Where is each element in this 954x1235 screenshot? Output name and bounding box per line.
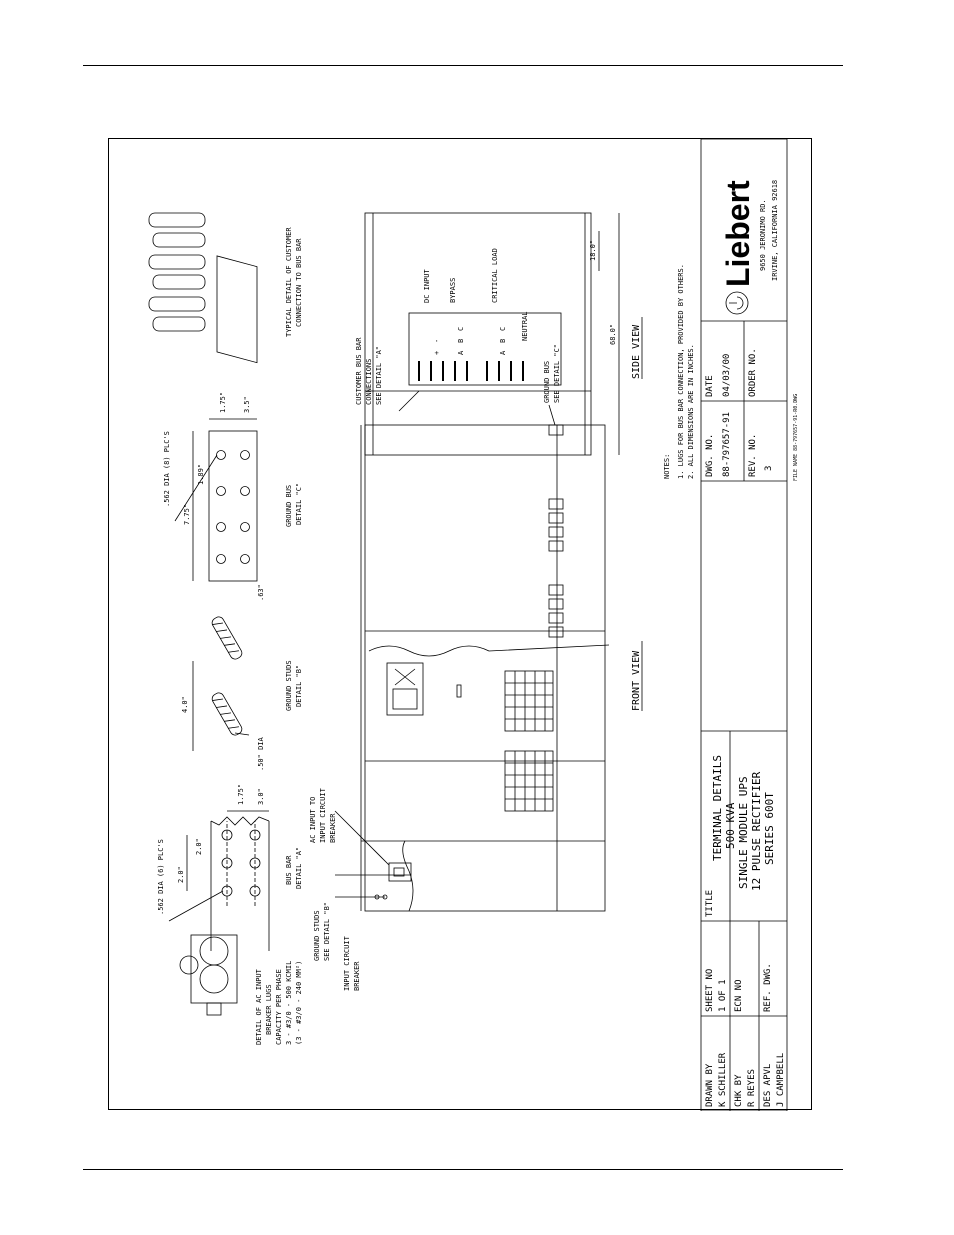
ground-bus-title: GROUND BUS [285, 484, 293, 527]
ground-bus-dim-2: 3.5" [243, 396, 251, 413]
side-ground-bus-2: SEE DETAIL "C" [553, 343, 561, 403]
title-block [701, 139, 799, 1111]
ref-dwg-label: REF. DWG. [763, 963, 773, 1012]
stud-length-label: 4.0" [181, 696, 189, 713]
neutral-label: NEUTRAL [521, 311, 529, 341]
ac-lug-tab [207, 1003, 221, 1015]
side-ground-bus-1: GROUND BUS [543, 360, 551, 403]
bus-bar-dim-2: 2.0" [195, 838, 203, 855]
bus-bar-holes-label: .562 DIA (6) PLC'S [157, 839, 165, 915]
footer-rule [83, 1169, 843, 1170]
ecn-no-label: ECN NO [734, 979, 744, 1012]
cable-lug [149, 213, 205, 227]
bus-bar-break [211, 817, 269, 825]
ground-stud-2 [210, 615, 243, 661]
ups-cabinet-side [365, 213, 591, 455]
dwg-no: 88-797657-91 [722, 411, 732, 477]
dc-input-label: DC INPUT [423, 269, 431, 303]
title-line-5: SERIES 600T [763, 792, 776, 865]
ac-lug-title: DETAIL OF AC INPUT [255, 969, 263, 1045]
side-customer-1: CUSTOMER BUS BAR [355, 337, 363, 405]
ground-bus-dim-5: .63" [257, 584, 265, 601]
control-mimic [395, 669, 415, 685]
front-ground-studs-1: GROUND STUDS [313, 910, 321, 961]
ground-bus-hole [241, 451, 250, 460]
drawing-sheet [109, 139, 813, 1111]
company-logo: Liebert [720, 180, 756, 287]
stud-dia-label: .50" DIA [257, 737, 265, 771]
cable-lug [153, 233, 205, 247]
ground-bus-hole [217, 555, 226, 564]
terminal-block [549, 599, 563, 609]
studs-detail-ref: DETAIL "B" [295, 664, 303, 707]
side-view [355, 213, 642, 455]
title-label: TITLE [705, 889, 715, 917]
terminal-bypass-c: C [457, 326, 465, 331]
terminal-load-b: B [499, 338, 507, 343]
side-leader [399, 391, 419, 411]
vent-panel [505, 751, 553, 811]
dwg-no-label: DWG. NO. [705, 433, 715, 477]
terminal-minus: - [433, 338, 441, 343]
title-line-3: SINGLE MODULE UPS [737, 776, 750, 889]
notes [663, 264, 695, 479]
vent-slats [505, 683, 553, 799]
chk-by-label: CHK BY [734, 1074, 744, 1107]
side-leader [549, 405, 555, 425]
drawing-frame [108, 138, 812, 1110]
ac-lug-barrel-3 [180, 956, 198, 974]
bus-bar-dim-1: 2.0" [177, 866, 185, 883]
ac-lug-detail [180, 935, 303, 1045]
terminal-bypass-a: A [457, 350, 465, 355]
ground-bus-dim-3: 1.89" [197, 463, 205, 485]
ground-bus-leader [175, 455, 217, 521]
bus-bar-title: BUS BAR [285, 855, 293, 885]
ground-bus-dim-4: 7.75" [183, 503, 191, 525]
bus-bar-dim-4: 3.0" [257, 788, 265, 805]
depth-dim: 18.0" [589, 239, 597, 261]
ground-bus-hole [241, 487, 250, 496]
height-dim: 68.0" [609, 323, 617, 345]
ac-lug-barrel-2 [200, 937, 228, 965]
cable-lug [153, 317, 205, 331]
door-handle [457, 685, 461, 697]
des-apvl-label: DES APVL [763, 1063, 773, 1107]
stud-thread [212, 696, 239, 732]
ground-bus-hole [217, 523, 226, 532]
ground-bus-hole [217, 451, 226, 460]
file-name: FILE NAME 88-797657-91-R0.DWG [793, 393, 799, 481]
terminal-plus: + [433, 350, 441, 355]
critical-load-label: CRITICAL LOAD [491, 248, 499, 303]
ground-bus-hole [241, 523, 250, 532]
ac-lug-line-2: BREAKER LUGS [265, 984, 273, 1035]
title-line-1: TERMINAL DETAILS [711, 755, 724, 861]
date: 04/03/00 [722, 353, 732, 397]
notes-title: NOTES: [663, 453, 671, 479]
ground-studs-detail [181, 615, 303, 771]
cable-lug [153, 275, 205, 289]
customer-detail-line-2: CONNECTION TO BUS BAR [295, 238, 303, 327]
ac-lug-barrel-1 [200, 965, 228, 993]
address-line-1: 9650 JERONIMO RD. [759, 199, 767, 271]
ac-lug-line-5: (3 - #3/0 - 240 MM²) [295, 960, 303, 1045]
title-line-2: 500 KVA [724, 802, 737, 849]
note-1: 1. LUGS FOR BUS BAR CONNECTION, PROVIDED BY OTHERS. [677, 264, 685, 479]
terminal-details-drawing [109, 139, 813, 1111]
side-terminal-labels [423, 248, 529, 355]
front-leader [335, 811, 389, 865]
ground-bus-holes-label: .562 DIA (8) PLC'S [163, 431, 171, 507]
terminal-block [549, 513, 563, 523]
side-bus-bars [419, 361, 523, 381]
customer-bus-plate [217, 256, 257, 363]
studs-title: GROUND STUDS [285, 660, 293, 711]
cable-lug [149, 255, 205, 269]
front-view [309, 425, 642, 991]
date-label: DATE [705, 375, 715, 397]
side-ground-bus [549, 425, 563, 435]
front-ac-input-3: BREAKER [329, 813, 337, 843]
ground-stud-1 [210, 691, 243, 737]
vent-panel [505, 671, 553, 731]
ground-bus-hole [217, 487, 226, 496]
terminal-block [549, 499, 563, 509]
front-breaker-2: BREAKER [353, 961, 361, 991]
drawn-by: K SCHILLER [718, 1052, 728, 1107]
ground-bus-dim-1: 1.75" [219, 391, 227, 413]
side-view-caption: SIDE VIEW [631, 324, 642, 379]
power-icon [729, 297, 743, 309]
drawn-by-label: DRAWN BY [705, 1063, 715, 1107]
front-ac-input-1: AC INPUT TO [309, 796, 317, 843]
vent-grille [505, 671, 553, 811]
ups-cabinet-front [365, 425, 605, 911]
bus-bar-detail [157, 784, 303, 951]
bus-bar-detail-ref: DETAIL "A" [295, 846, 303, 889]
control-display [393, 689, 417, 709]
terminal-bypass-b: B [457, 338, 465, 343]
chk-by: R REYES [747, 1069, 757, 1107]
side-customer-3: SEE DETAIL "A" [375, 345, 383, 405]
terminal-load-a: A [499, 350, 507, 355]
front-breaker-1: INPUT CIRCUIT [343, 936, 351, 991]
sheet-no: 1 OF 1 [718, 979, 728, 1012]
bypass-label: BYPASS [449, 277, 457, 303]
customer-detail-title: TYPICAL DETAIL OF CUSTOMER [285, 227, 293, 337]
ground-bus-detail-ref: DETAIL "C" [295, 482, 303, 525]
terminal-block [549, 527, 563, 537]
front-ground-studs-2: SEE DETAIL "B" [323, 901, 331, 961]
sheet-no-label: SHEET NO [705, 968, 715, 1012]
terminal-block [549, 541, 563, 551]
ground-bus-detail [163, 392, 303, 601]
bus-bar-dim-3: 1.75" [237, 783, 245, 805]
cutaway-edge [369, 645, 609, 656]
order-no-label: ORDER NO. [748, 348, 758, 397]
rev-no-label: REV. NO. [748, 433, 758, 477]
rev-no: 3 [764, 465, 774, 471]
des-apvl: J CAMPBELL [776, 1052, 786, 1107]
cable-lug [149, 297, 205, 311]
terminal-blocks [549, 499, 563, 637]
ground-bus-hole [241, 555, 250, 564]
terminal-load-c: C [499, 326, 507, 331]
terminal-block [549, 613, 563, 623]
side-customer-2: CONNECTIONS [365, 358, 373, 405]
terminal-block [549, 585, 563, 595]
terminal-block [549, 627, 563, 637]
stud-thread [212, 620, 239, 656]
vent-slats [515, 671, 545, 811]
ac-lug-line-3: CAPACITY PER PHASE [275, 969, 283, 1045]
note-2: 2. ALL DIMENSIONS ARE IN INCHES. [687, 344, 695, 479]
front-ac-input-2: INPUT CIRCUIT [319, 788, 327, 843]
ac-lug-line-4: 3 - #3/0 - 500 KCMIL [285, 960, 293, 1045]
header-rule [83, 65, 843, 66]
customer-connection-detail [149, 213, 303, 363]
front-view-caption: FRONT VIEW [631, 650, 642, 711]
title-line-4: 12 PULSE RECTIFIER [750, 771, 763, 891]
address-line-2: IRVINE, CALIFORNIA 92618 [771, 179, 779, 281]
bus-bar-leader [169, 891, 223, 921]
input-breaker [389, 863, 411, 881]
